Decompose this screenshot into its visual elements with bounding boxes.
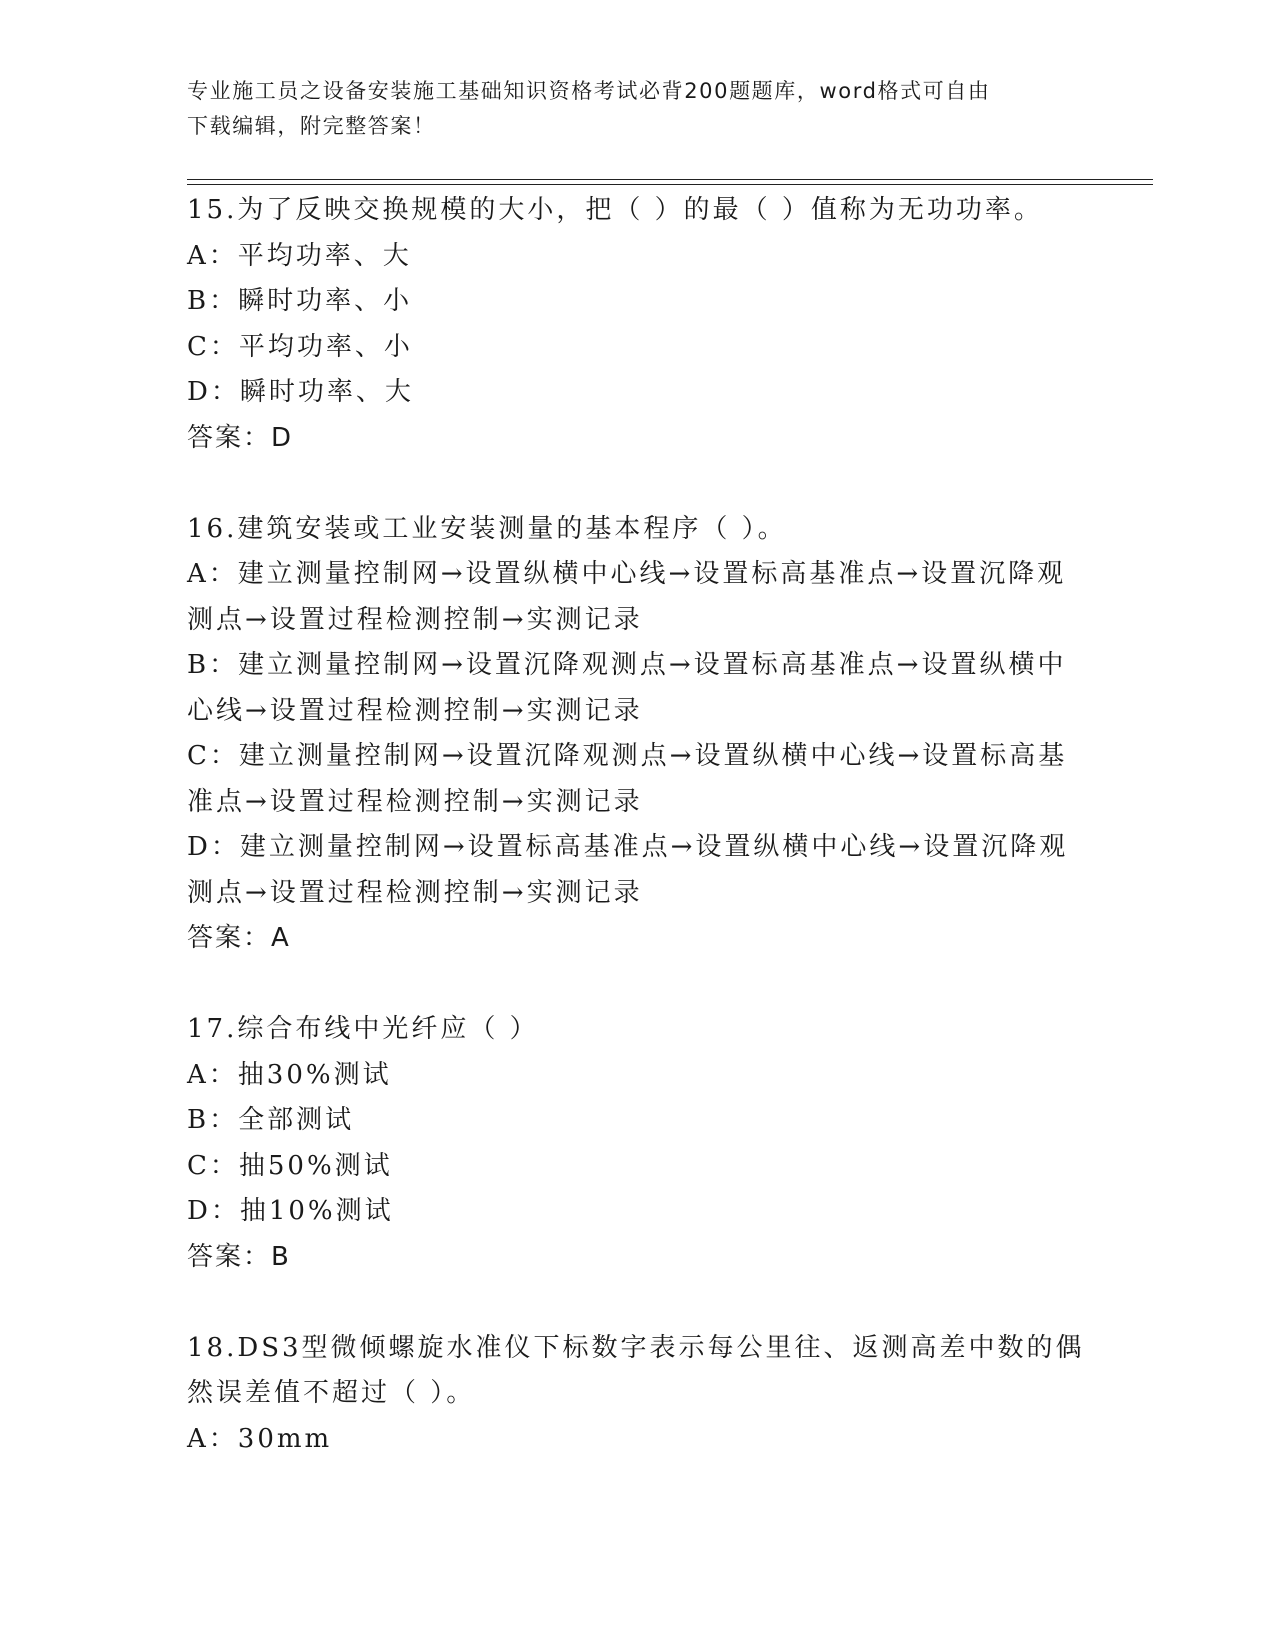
question-list [187,188,1087,1462]
question-block [187,1007,1087,1280]
question-stem: 然误差值不超过（ ）。 [187,1378,476,1408]
header-line: 下载编辑，附完整答案！ [187,114,436,138]
answer-option: C：抽50%测试 [187,1150,393,1181]
answer-key: 答案：B [187,1241,291,1272]
question-spacer [187,1280,1087,1326]
question-stem: 16.建筑安装或工业安装测量的基本程序（ ）。 [187,513,787,544]
answer-key: 答案：D [187,422,294,453]
header-divider-top [187,179,1153,180]
question-stem: 18.DS3型微倾螺旋水准仪下标数字表示每公里往、返测高差中数的偶 [187,1332,1085,1363]
answer-option: 心线→设置过程检测控制→实测记录 [187,695,643,726]
question-block [187,188,1087,461]
question-spacer [187,461,1087,507]
header-divider-bottom [187,184,1153,185]
question-spacer [187,962,1087,1008]
question-block [187,1326,1087,1463]
answer-option: B：全部测试 [187,1105,355,1135]
answer-option: C：平均功率、小 [187,331,413,362]
document-header [187,74,1067,144]
answer-option: 测点→设置过程检测控制→实测记录 [187,604,643,635]
answer-option: B：瞬时功率、小 [187,286,413,316]
answer-option: A：抽30%测试 [187,1059,392,1090]
answer-key: 答案：A [187,923,291,953]
answer-option: D：建立测量控制网→设置标高基准点→设置纵横中心线→设置沉降观 [187,832,1069,862]
answer-option: 测点→设置过程检测控制→实测记录 [187,877,643,908]
answer-option: D：抽10%测试 [187,1196,394,1226]
answer-option: A：30mm [187,1423,333,1454]
answer-option: A：建立测量控制网→设置纵横中心线→设置标高基准点→设置沉降观 [187,559,1067,589]
answer-option: B：建立测量控制网→设置沉降观测点→设置标高基准点→设置纵横中 [187,650,1067,680]
question-stem: 15.为了反映交换规模的大小，把（ ）的最（ ）值称为无功功率。 [187,195,1043,225]
question-stem: 17.综合布线中光纤应（ ） [187,1014,539,1044]
answer-option: C：建立测量控制网→设置沉降观测点→设置纵横中心线→设置标高基 [187,741,1068,771]
question-block [187,507,1087,962]
answer-option: A：平均功率、大 [187,240,412,271]
answer-option: D：瞬时功率、大 [187,377,414,407]
header-line: 专业施工员之设备安装施工基础知识资格考试必背200题题库，word格式可自由 [187,79,991,103]
answer-option: 准点→设置过程检测控制→实测记录 [187,786,643,817]
